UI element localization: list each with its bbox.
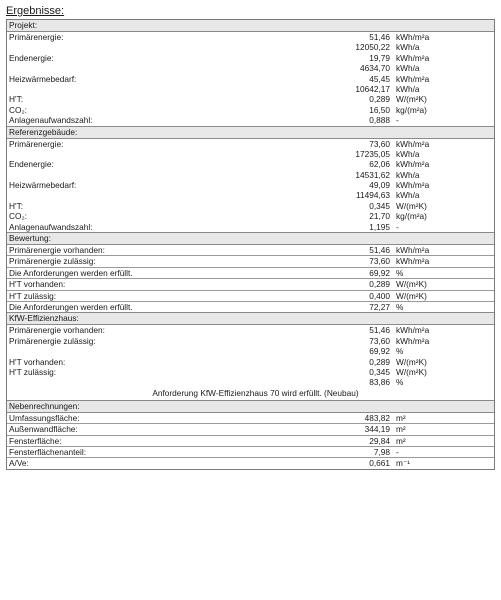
row-label: Endenergie: <box>9 52 54 63</box>
table-row <box>7 139 494 149</box>
table-row <box>7 256 494 267</box>
section-bewertung <box>7 232 494 312</box>
row-value: 4634,70 <box>360 63 390 74</box>
table-row <box>7 413 494 424</box>
row-unit: kWh/a <box>396 63 420 74</box>
page-title: Ergebnisse: <box>6 5 65 17</box>
section-projekt <box>7 20 494 126</box>
row-value: 0,661 <box>369 458 390 469</box>
row-label: Primärenergie zulässig: <box>9 335 96 346</box>
row-unit: W/(m²K) <box>396 366 427 377</box>
row-unit: W/(m²K) <box>396 290 427 301</box>
table-row <box>7 115 494 125</box>
table-row <box>7 302 494 312</box>
row-value: 51,46 <box>369 325 390 336</box>
row-unit: kWh/a <box>396 83 420 94</box>
row-label: CO₂: <box>9 104 27 115</box>
row-label: Primärenergie: <box>9 138 64 149</box>
row-value: 0,400 <box>369 290 390 301</box>
row-label: Primärenergie: <box>9 32 64 42</box>
row-value: 0,888 <box>369 115 390 126</box>
table-row <box>7 201 494 211</box>
row-value: 10642,17 <box>355 83 390 94</box>
kfw-result-note: Anforderung KfW-Effizienzhaus 70 wird erfüllt. (Neubau) <box>152 387 359 398</box>
row-label: Heizwärmebedarf: <box>9 180 77 191</box>
table-row <box>7 42 494 52</box>
results-page <box>6 4 495 470</box>
row-unit: kWh/m²a <box>396 73 430 84</box>
row-value: 49,09 <box>369 180 390 191</box>
row-value: 69,92 <box>369 267 390 278</box>
row-label: Primärenergie vorhanden: <box>9 325 105 336</box>
row-label: CO₂: <box>9 211 27 222</box>
table-row <box>7 222 494 232</box>
table-row <box>7 268 494 279</box>
row-value: 0,345 <box>369 200 390 211</box>
section-header: KfW-Effizienzhaus: <box>7 312 494 325</box>
section-header: Nebenrechnungen: <box>7 400 494 413</box>
row-value: 83,86 <box>369 377 390 388</box>
row-label: H'T: <box>9 94 24 105</box>
row-unit: kWh/a <box>396 190 420 201</box>
row-label: Fensterfläche: <box>9 435 62 446</box>
table-row <box>7 447 494 458</box>
row-unit: kWh/m²a <box>396 256 430 267</box>
row-label: Anlagenaufwandszahl: <box>9 115 93 126</box>
row-unit: - <box>396 446 399 457</box>
row-unit: kWh/m²a <box>396 180 430 191</box>
row-value: 29,84 <box>369 435 390 446</box>
table-row <box>7 291 494 302</box>
table-row <box>7 170 494 180</box>
table-row <box>7 32 494 42</box>
row-unit: kWh/m²a <box>396 52 430 63</box>
row-label: Die Anforderungen werden erfüllt. <box>9 301 133 312</box>
table-row <box>7 377 494 387</box>
row-label: H'T zulässig: <box>9 290 57 301</box>
row-unit: W/(m²K) <box>396 356 427 367</box>
table-row <box>7 436 494 447</box>
row-value: 51,46 <box>369 245 390 256</box>
row-unit: kWh/m²a <box>396 159 430 170</box>
row-label: Umfassungsfläche: <box>9 412 80 423</box>
section-kfw-effizienzhaus <box>7 312 494 399</box>
section-referenzgebaeude <box>7 126 494 233</box>
table-row <box>7 458 494 468</box>
row-label: Fensterflächenanteil: <box>9 446 87 457</box>
row-label: Heizwärmebedarf: <box>9 73 77 84</box>
row-unit: % <box>396 267 404 278</box>
table-row <box>7 424 494 435</box>
row-unit: kWh/a <box>396 169 420 180</box>
row-label: Primärenergie vorhanden: <box>9 245 105 256</box>
row-label: H'T: <box>9 200 24 211</box>
results-table <box>6 19 495 470</box>
table-row <box>7 53 494 63</box>
table-row <box>7 325 494 335</box>
row-value: 73,60 <box>369 256 390 267</box>
row-unit: % <box>396 346 404 357</box>
row-label: Endenergie: <box>9 159 54 170</box>
row-value: 73,60 <box>369 335 390 346</box>
row-unit: m² <box>396 424 406 435</box>
row-value: 12050,22 <box>355 42 390 53</box>
row-label: H'T zulässig: <box>9 366 57 377</box>
table-row <box>7 367 494 377</box>
row-unit: % <box>396 301 404 312</box>
row-value: 69,92 <box>369 346 390 357</box>
row-unit: kWh/m²a <box>396 325 430 336</box>
table-row <box>7 94 494 104</box>
row-value: 344,19 <box>364 424 390 435</box>
section-nebenrechnungen <box>7 400 494 469</box>
row-unit: kWh/m²a <box>396 138 430 149</box>
row-unit: kWh/m²a <box>396 335 430 346</box>
row-value: 21,70 <box>369 211 390 222</box>
table-row <box>7 279 494 290</box>
row-unit: W/(m²K) <box>396 94 427 105</box>
row-value: 73,60 <box>369 138 390 149</box>
row-unit: kWh/m²a <box>396 32 430 42</box>
row-unit: kg/(m²a) <box>396 104 427 115</box>
table-row <box>7 159 494 169</box>
table-row <box>7 190 494 200</box>
row-value: 14531,62 <box>355 169 390 180</box>
row-label: Die Anforderungen werden erfüllt. <box>9 267 133 278</box>
table-row <box>7 357 494 367</box>
row-value: 19,79 <box>369 52 390 63</box>
row-unit: - <box>396 115 399 126</box>
row-value: 7,98 <box>373 446 390 457</box>
table-row <box>7 346 494 356</box>
row-unit: kWh/a <box>396 42 420 53</box>
row-unit: kWh/m²a <box>396 245 430 256</box>
row-value: 17235,05 <box>355 148 390 159</box>
table-row <box>7 84 494 94</box>
row-value: 11494,63 <box>356 190 390 201</box>
table-row <box>7 74 494 84</box>
row-value: 51,46 <box>369 32 390 42</box>
row-unit: m² <box>396 435 406 446</box>
row-value: 0,289 <box>369 356 390 367</box>
row-unit: kWh/a <box>396 148 420 159</box>
row-value: 45,45 <box>369 73 390 84</box>
table-row <box>7 149 494 159</box>
row-unit: kg/(m²a) <box>396 211 427 222</box>
row-label: Primärenergie zulässig: <box>9 256 96 267</box>
section-header: Bewertung: <box>7 232 494 245</box>
section-header: Projekt: <box>7 20 494 32</box>
table-row <box>7 63 494 73</box>
row-label: Anlagenaufwandszahl: <box>9 221 93 232</box>
row-unit: W/(m²K) <box>396 279 427 290</box>
row-value: 1,195 <box>369 221 390 232</box>
row-unit: W/(m²K) <box>396 200 427 211</box>
row-label: A/Ve: <box>9 458 29 469</box>
row-label: H'T vorhanden: <box>9 356 66 367</box>
section-header: Referenzgebäude: <box>7 126 494 139</box>
table-row <box>7 211 494 221</box>
row-value: 16,50 <box>369 104 390 115</box>
row-label: H'T vorhanden: <box>9 279 66 290</box>
row-unit: % <box>396 377 404 388</box>
row-value: 483,82 <box>364 412 390 423</box>
row-value: 72,27 <box>369 301 390 312</box>
row-unit: m⁻¹ <box>396 458 411 469</box>
table-row <box>7 336 494 346</box>
row-value: 0,345 <box>369 366 390 377</box>
table-row <box>7 180 494 190</box>
row-value: 0,289 <box>369 279 390 290</box>
row-unit: - <box>396 221 399 232</box>
table-row <box>7 105 494 115</box>
row-value: 62,06 <box>369 159 390 170</box>
row-value: 0,289 <box>369 94 390 105</box>
row-unit: m² <box>396 412 406 423</box>
table-row <box>7 245 494 256</box>
row-label: Außenwandfläche: <box>9 424 78 435</box>
